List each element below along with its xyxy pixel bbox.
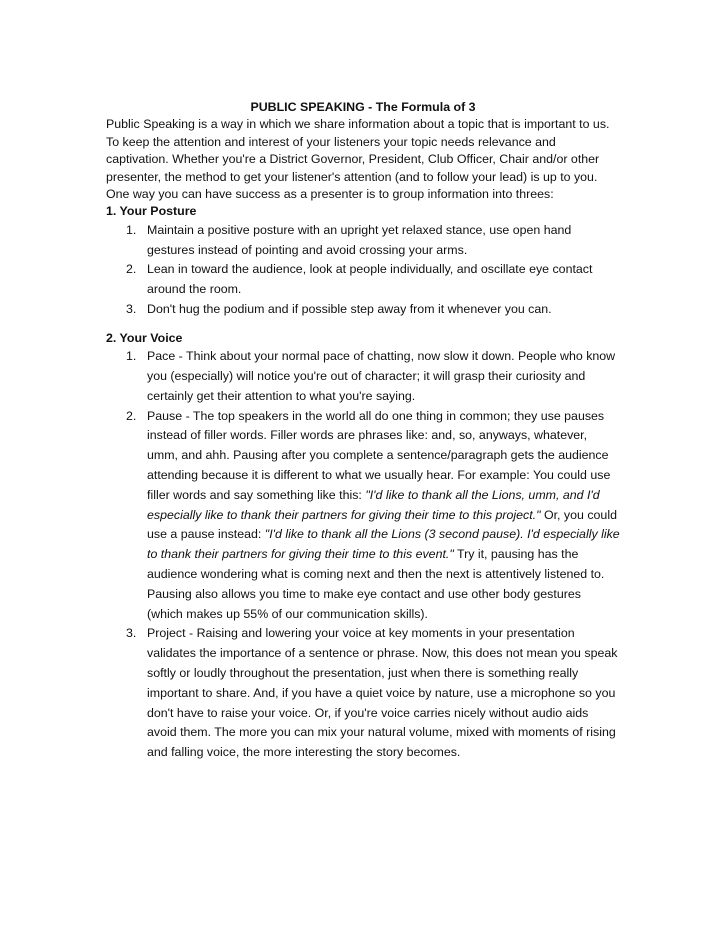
list-number: 3. [126,626,137,641]
voice-list [106,347,620,763]
list-item [126,260,620,300]
document-page [106,99,620,763]
list-item-text: Don't hug the podium and if possible step away from it whenever you can. [147,302,552,317]
section-heading-voice: 2. Your Voice [106,330,183,345]
posture-list [106,221,620,320]
pause-text-part1: Pause - The top speakers in the world all do one thing in common; they use pauses instead of filler words. Filler words are phrases like: and, so, anyways, whatever, umm, and ahh. Pausing after you complete a sentence/paragraph gets the audience attending because it is different to what we usually hear. For example: You could use filler words and say something like this: [147,408,611,502]
list-number: 2. [126,262,137,277]
list-item-text: Project - Raising and lowering your voice at key moments in your presentation validates the importance of a sentence or phrase. Now, this does not mean you speak softly or loudly throughout the presentation, just when there is something really important to share. And, if you have a quiet voice by nature, use a microphone so you don't have to raise your voice. Or, if you're voice carries nicely without audio aids avoid them. The more you can mix your natural volume, mixed with moments of rising and falling voice, the more interesting the story becomes. [147,626,618,760]
pause-text-part3: Try it, pausing has the audience wondering what is coming next and then the next is attentively listened to. Pausing also allows you time to make eye contact and use other body gestures (which makes up 55% of our communication skills). [147,547,605,621]
list-item [126,347,620,406]
list-item-text [147,409,620,621]
list-item [126,300,620,320]
list-number: 3. [126,302,137,317]
list-number: 2. [126,408,137,423]
list-number: 1. [126,222,137,237]
pause-text-part2: Or, you could use a pause instead: [147,507,617,542]
section-heading-posture: 1. Your Posture [106,204,197,219]
intro-paragraph: Public Speaking is a way in which we share information about a topic that is important to us. To keep the attention and interest of your listeners your topic needs relevance and captivation. Whether you're a District Governor, President, Club Officer, Chair and/or other presenter, the method to get your listener's attention (and to follow your lead) is up to you. One way you can have success as a presenter is to group information into threes: [106,117,610,202]
filler-example-quote: "I'd like to thank all the Lions, umm, and I'd especially like to thank their partners for giving their time to this project." [147,487,600,522]
list-item-text: Pace - Think about your normal pace of chatting, now slow it down. People who know you (especially) will notice you're out of character; it will grasp their curiosity and certainly get their attention to what you're saying. [147,349,616,403]
list-item-text: Maintain a positive posture with an upright yet relaxed stance, use open hand gestures instead of pointing and avoid crossing your arms. [147,222,572,257]
list-item [126,624,620,763]
pause-example-quote: "I'd like to thank all the Lions (3 second pause). I'd especially like to thank their partners for giving their time to this event." [147,527,620,562]
list-number: 1. [126,349,137,364]
list-item [126,407,620,625]
list-item [126,221,620,261]
document-title: PUBLIC SPEAKING - The Formula of 3 [250,100,476,114]
list-item-text: Lean in toward the audience, look at people individually, and oscillate eye contact around the room. [147,262,593,297]
